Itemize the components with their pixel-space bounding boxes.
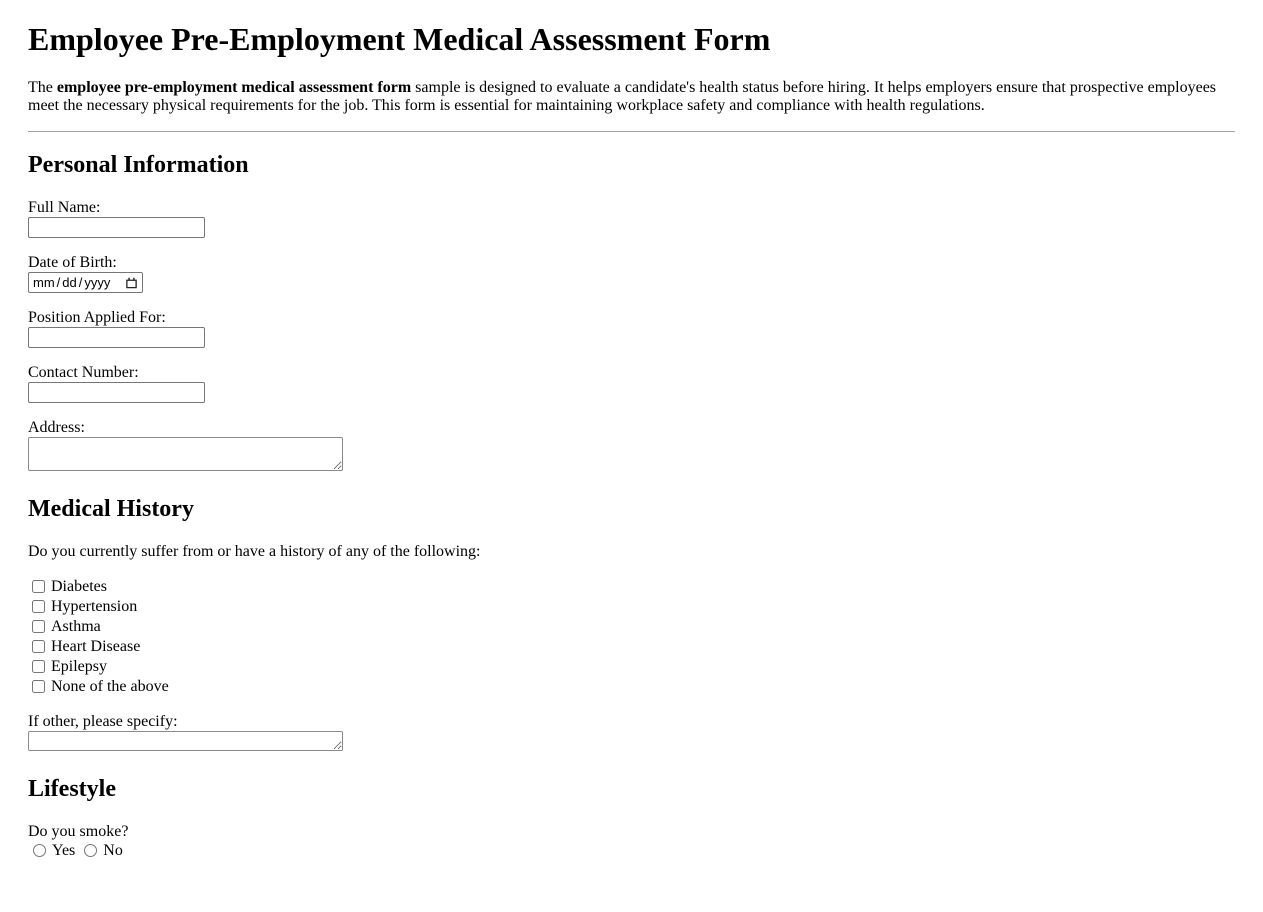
date-of-birth-input[interactable] — [28, 272, 143, 293]
intro-bold-phrase: employee pre-employment medical assessment form — [56, 79, 412, 96]
field-full-name — [28, 199, 1235, 238]
divider — [28, 131, 1235, 132]
address-textarea[interactable] — [28, 437, 343, 471]
smoke-no-label: No — [103, 842, 123, 859]
checkbox-row-none-of-the-above[interactable] — [28, 678, 169, 695]
checkbox-row-diabetes[interactable] — [28, 578, 107, 595]
date-separator: / — [78, 275, 83, 290]
smoke-yes-label: Yes — [52, 842, 76, 859]
date-day-placeholder: dd — [62, 275, 77, 290]
field-date-of-birth — [28, 254, 1235, 293]
radio-row-smoke-yes[interactable] — [28, 842, 75, 859]
smoke-yes-radio[interactable] — [33, 844, 46, 857]
contact-number-label: Contact Number: — [28, 364, 139, 381]
full-name-input[interactable] — [28, 217, 205, 238]
date-separator: / — [56, 275, 61, 290]
radio-row-smoke-no[interactable] — [79, 842, 123, 859]
intro-paragraph — [28, 79, 1235, 115]
medical-history-question: Do you currently suffer from or have a history of any of the following: — [28, 543, 481, 560]
none-of-the-above-label: None of the above — [51, 678, 169, 695]
epilepsy-checkbox[interactable] — [32, 660, 45, 673]
none-of-the-above-checkbox[interactable] — [32, 680, 45, 693]
diabetes-checkbox[interactable] — [32, 580, 45, 593]
intro-suffix: sample is designed to evaluate a candidate's health status before hiring. It helps employers ensure that prospective employees meet the necessary physical requirements for the job. This form is essential for maintaining workplace safety and compliance with health regulations. — [28, 79, 1217, 114]
date-year-placeholder: yyyy — [84, 275, 111, 290]
section-heading-lifestyle: Lifestyle — [28, 776, 116, 802]
calendar-icon[interactable] — [125, 276, 138, 290]
checkbox-row-asthma[interactable] — [28, 618, 101, 635]
date-of-birth-label: Date of Birth: — [28, 254, 117, 271]
checkbox-row-epilepsy[interactable] — [28, 658, 107, 675]
medical-conditions-checkbox-group — [28, 577, 1235, 697]
position-applied-for-input[interactable] — [28, 327, 205, 348]
checkbox-row-hypertension[interactable] — [28, 598, 137, 615]
field-position-applied-for — [28, 309, 1235, 348]
hypertension-label: Hypertension — [51, 598, 138, 615]
diabetes-label: Diabetes — [51, 578, 107, 595]
other-specify-textarea[interactable] — [28, 731, 343, 751]
section-heading-personal-information: Personal Information — [28, 152, 249, 178]
hypertension-checkbox[interactable] — [32, 600, 45, 613]
asthma-label: Asthma — [51, 618, 101, 635]
smoke-question: Do you smoke? — [28, 823, 129, 840]
full-name-label: Full Name: — [28, 199, 101, 216]
address-label: Address: — [28, 419, 85, 436]
field-address — [28, 419, 1235, 476]
checkbox-row-heart-disease[interactable] — [28, 638, 140, 655]
section-heading-medical-history: Medical History — [28, 496, 194, 522]
heart-disease-label: Heart Disease — [51, 638, 141, 655]
epilepsy-label: Epilepsy — [51, 658, 107, 675]
asthma-checkbox[interactable] — [32, 620, 45, 633]
intro-prefix: The — [28, 79, 57, 96]
page-title: Employee Pre-Employment Medical Assessment Form — [28, 21, 771, 57]
contact-number-input[interactable] — [28, 382, 205, 403]
other-specify-label: If other, please specify: — [28, 713, 178, 730]
smoke-no-radio[interactable] — [84, 844, 97, 857]
heart-disease-checkbox[interactable] — [32, 640, 45, 653]
position-applied-for-label: Position Applied For: — [28, 309, 166, 326]
date-month-placeholder: mm — [33, 275, 55, 290]
field-other-specify — [28, 713, 1235, 756]
field-smoke — [28, 823, 1235, 860]
field-contact-number — [28, 364, 1235, 403]
